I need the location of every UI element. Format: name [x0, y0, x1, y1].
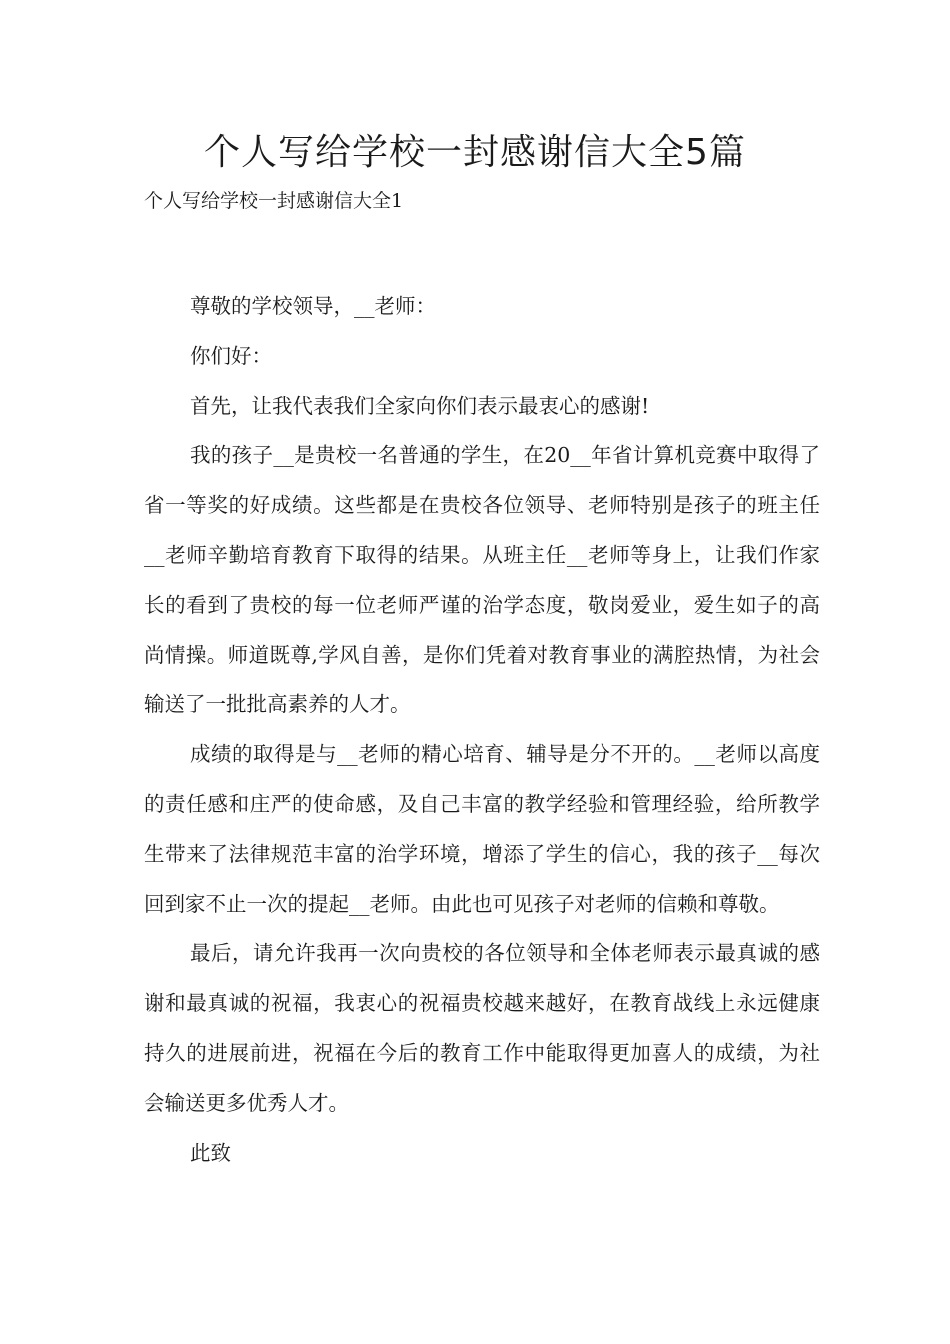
paragraph-teacher: 成绩的取得是与__老师的精心培育、辅导是分不开的。__老师以高度的责任感和庄严的使命感，及自己丰富的教学经验和管理经验，给所教学生带来了法律规范丰富的治学环境，增添了学生的信心，我的孩子__每次回到家不止一次的提起__老师。由此也可见孩子对老师的信赖和尊敬。 [144, 742, 820, 916]
salutation: 尊敬的学校领导，__老师： [190, 294, 436, 318]
closing-phrase: 此致 [190, 1140, 231, 1165]
document-title: 个人写给学校一封感谢信大全5篇 [204, 132, 746, 173]
paragraph-closing: 最后，请允许我再一次向贵校的各位领导和全体老师表示最真诚的感谢和最真诚的祝福，我衷心的祝福贵校越来越好，在教育战线上永远健康持久的进展前进，祝福在今后的教育工作中能取得更加喜人的成绩，为社会输送更多优秀人才。 [144, 941, 820, 1115]
paragraph-achievement: 我的孩子__是贵校一名普通的学生，在20__年省计算机竞赛中取得了省一等奖的好成绩。这些都是在贵校各位领导、老师特别是孩子的班主任__老师辛勤培育教育下取得的结果。从班主任__老师等身上，让我们作家长的看到了贵校的每一位老师严谨的治学态度，敬岗爱业，爱生如子的高尚情操。师道既尊,学风自善，是你们凭着对教育事业的满腔热情，为社会输送了一批批高素养的人才。 [144, 443, 820, 717]
paragraph-opening: 首先，让我代表我们全家向你们表示最衷心的感谢! [190, 393, 650, 418]
letter-body [144, 282, 820, 1178]
section-subtitle: 个人写给学校一封感谢信大全1 [144, 190, 404, 212]
greeting: 你们好： [190, 343, 272, 368]
